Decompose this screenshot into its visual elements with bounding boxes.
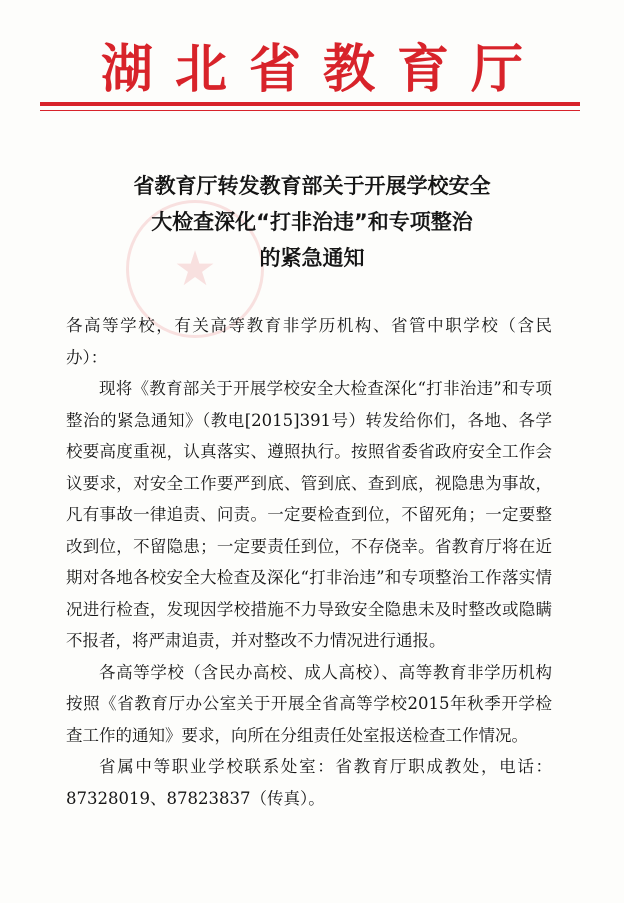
salutation: 各高等学校，有关高等教育非学历机构、省管中职学校（含民办）： — [66, 316, 552, 367]
seal-star-icon: ★ — [173, 241, 217, 297]
document-title — [60, 168, 564, 276]
letterhead-org-name: 湖北省教育厅 — [100, 39, 545, 100]
letterhead-rule-thick — [40, 102, 580, 106]
paragraph-contact-info: 省属中等职业学校联系处室：省教育厅职成教处，电话：87328019、87823837（传真）。 — [66, 757, 552, 808]
title-line-1: 省教育厅转发教育部关于开展学校安全 — [133, 174, 491, 198]
document-body — [66, 310, 552, 814]
paragraph-higher-education-requirements: 各高等学校（含民办高校、成人高校）、高等教育非学历机构按照《省教育厅办公室关于开展全省高等学校2015年秋季开学检查工作的通知》要求，向所在分组责任处室报送检查工作情况。 — [66, 662, 552, 745]
title-line-3: 的紧急通知 — [259, 246, 365, 270]
paragraph-forwarding-notice: 现将《教育部关于开展学校安全大检查深化“打非治违”和专项整治的紧急通知》（教电[2015]391号）转发给你们，各地、各学校要高度重视，认真落实、遵照执行。按照省委省政府安全工作会议要求，对安全工作要严到底、管到底、查到底，视隐患为事故，凡有事故一律追责、问责。一定要检查到位，不留死角；一定要整改到位，不留隐患；一定要责任到位，不存侥幸。省教育厅将在近期对各地各校安全大检查及深化“打非治违”和专项整治工作落实情况进行检查，发现因学校措施不力导致安全隐患未及时整改或隐瞒不报者，将严肃追责，并对整改不力情况进行通报。 — [66, 379, 552, 650]
title-line-2: 大检查深化“打非治违”和专项整治 — [151, 210, 473, 234]
letterhead-rule-thin — [40, 110, 580, 111]
